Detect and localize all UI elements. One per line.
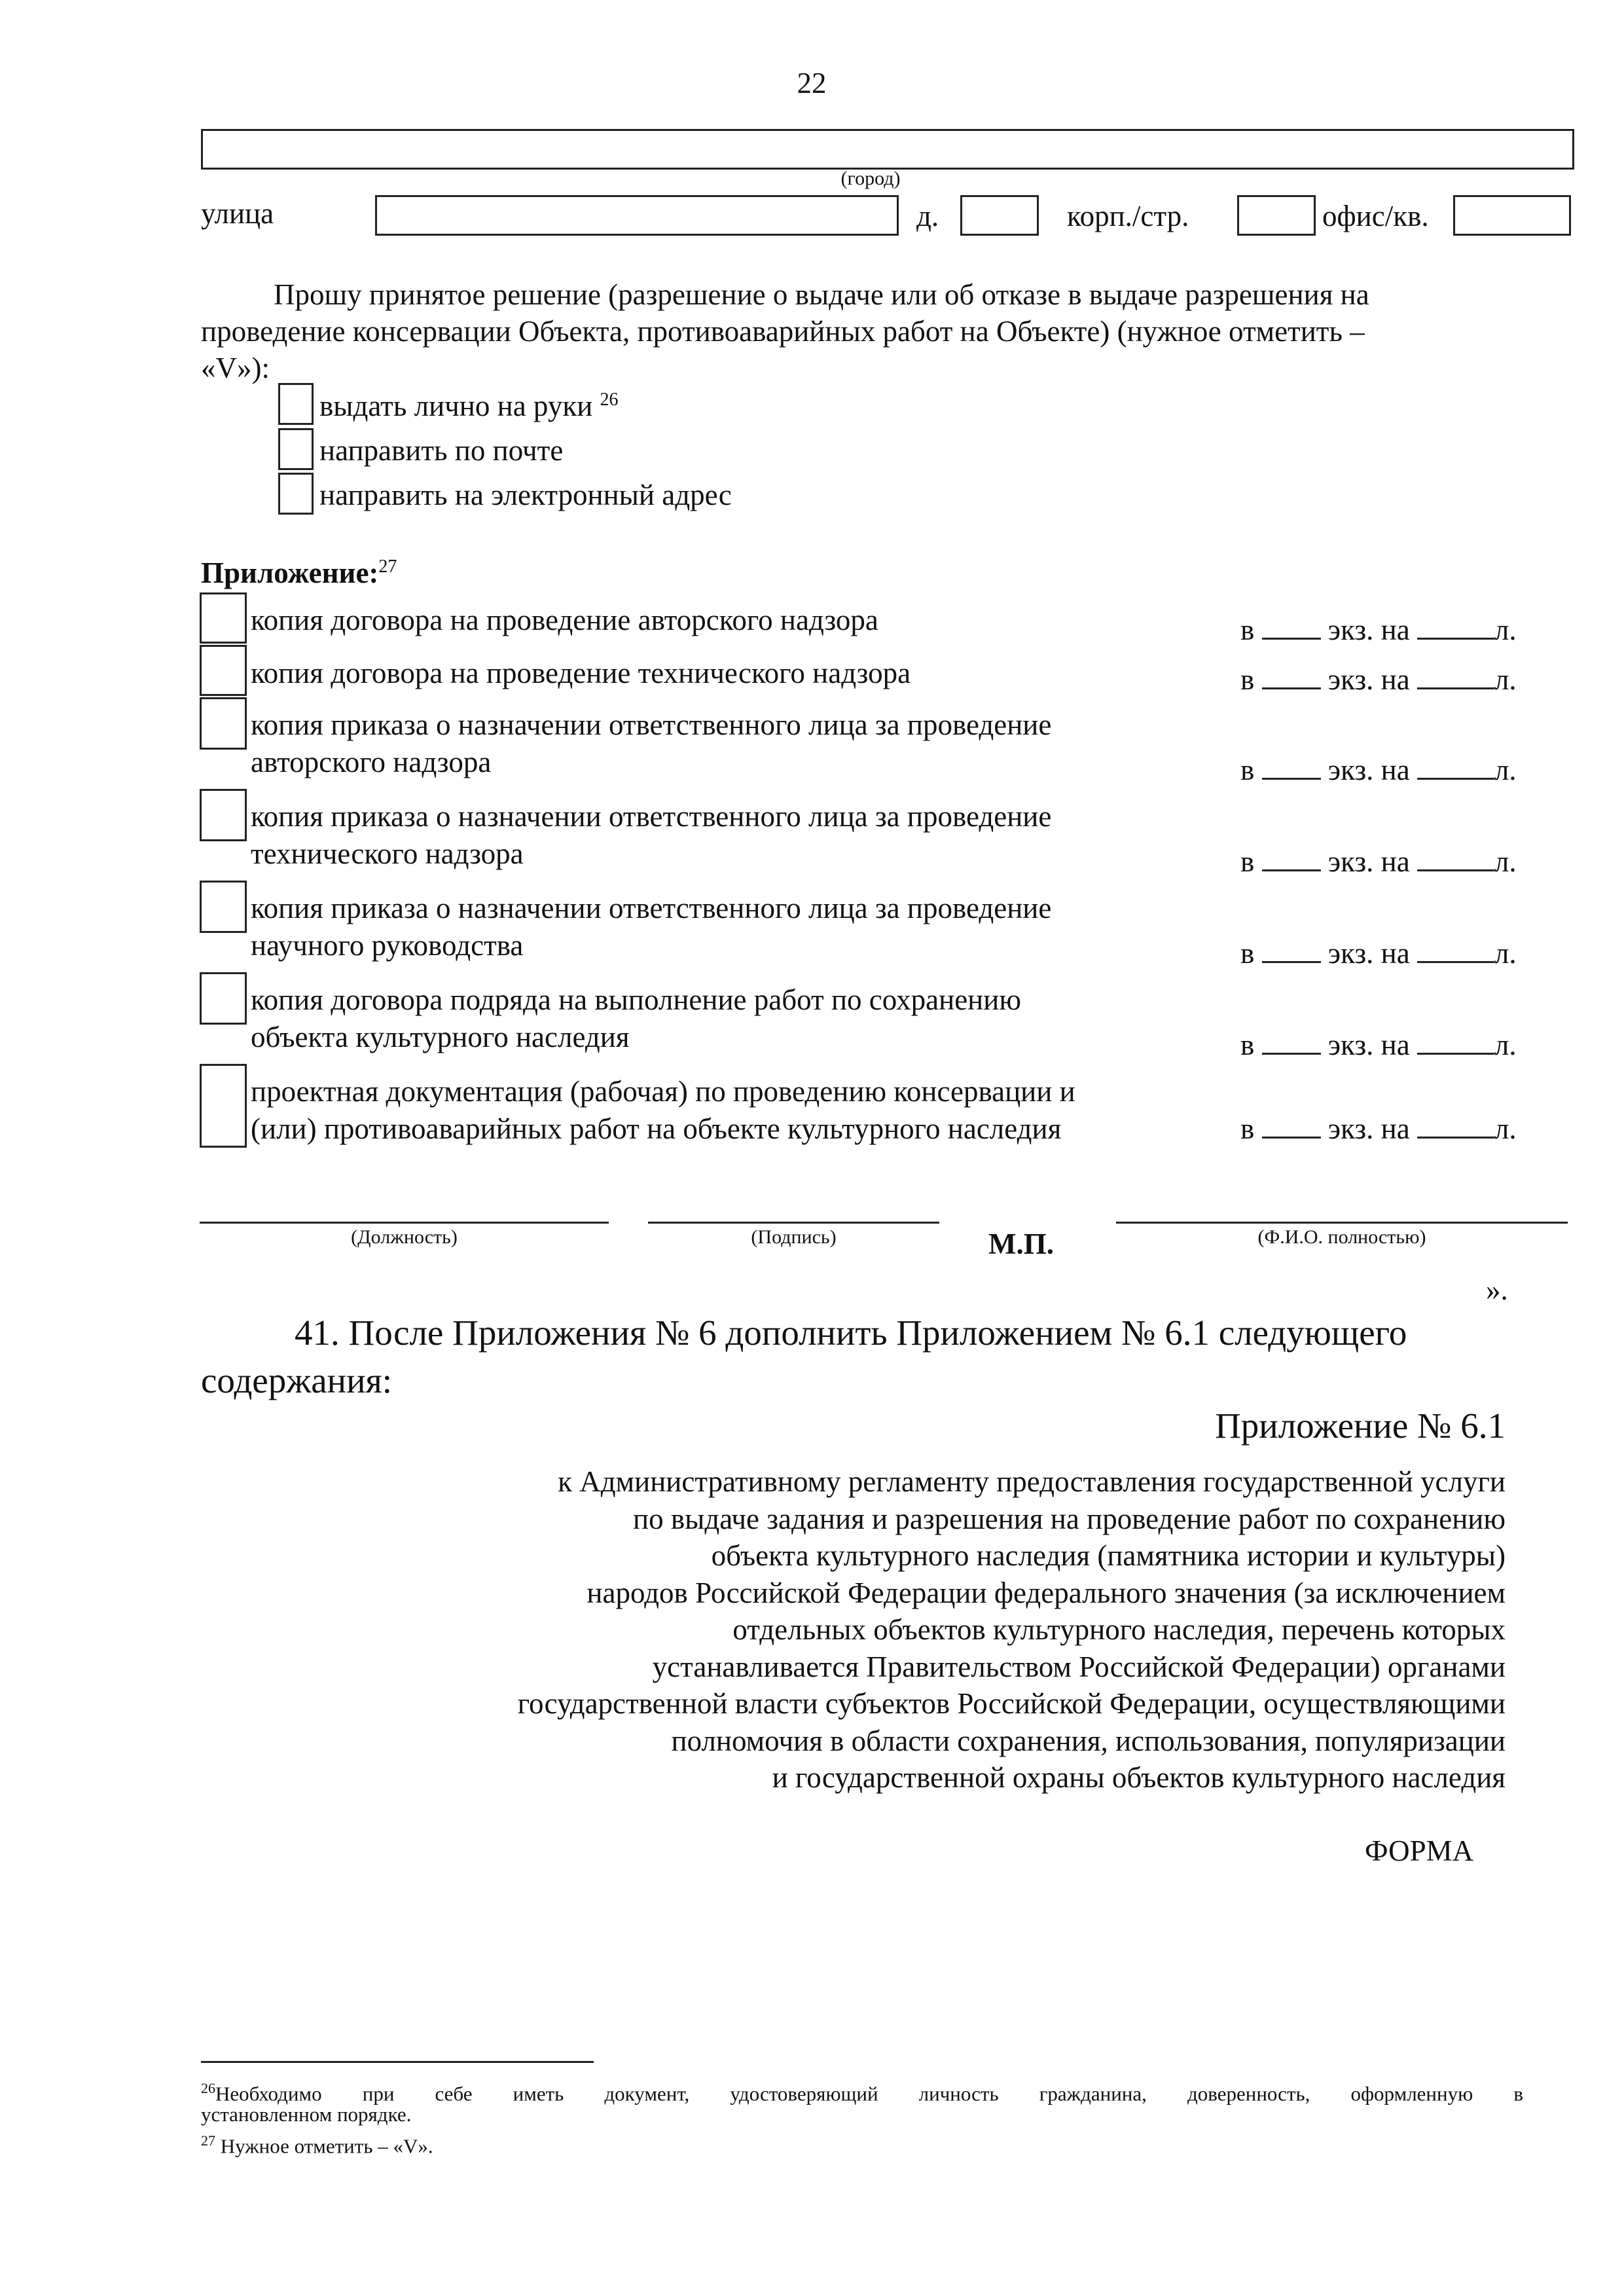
signature-line (648, 1222, 939, 1224)
appendix-line: государственной власти субъектов Российской Федерации, осуществляющими (517, 1687, 1506, 1720)
attachment-count: в экз. на л. (1240, 613, 1517, 646)
request-line-1: Прошу принятое решение (разрешение о выдаче или об отказе в выдаче разрешения на (274, 278, 1369, 311)
attachment-checkbox[interactable] (200, 972, 247, 1025)
attachment-text-cont: авторского надзора (251, 746, 492, 778)
attachment-checkbox[interactable] (200, 789, 247, 841)
position-caption: (Должность) (351, 1226, 458, 1248)
item-41-line-2: содержания: (201, 1360, 393, 1400)
footnote-ref-27: 27 (378, 556, 397, 577)
request-line-3: «V»): (201, 352, 270, 384)
attachment-count: в экз. на л. (1240, 1112, 1517, 1145)
form-label: ФОРМА (1365, 1834, 1474, 1867)
attachment-count: в экз. на л. (1240, 845, 1517, 878)
option-label-email: направить на электронный адрес (319, 479, 732, 511)
full-name-line (1116, 1222, 1568, 1224)
attachment-checkbox[interactable] (200, 1064, 247, 1148)
attachment-count: в экз. на л. (1240, 937, 1517, 970)
option-checkbox-email[interactable] (278, 473, 314, 515)
full-name-caption: (Ф.И.О. полностью) (1257, 1226, 1426, 1248)
appendix-subtitle (262, 1463, 1506, 1796)
attachment-text: копия приказа о назначении ответственного лица за проведение (251, 800, 1052, 833)
option-label-in-person: выдать лично на руки $^{26}$ (319, 390, 619, 422)
appendix-line: отдельных объектов культурного наследия, перечень которых (732, 1613, 1506, 1646)
footnote-26-cont: установленном порядке. (201, 2103, 412, 2126)
attachment-text: копия договора на проведение авторского надзора (251, 604, 878, 636)
appendix-line: по выдаче задания и разрешения на проведение работ по сохранению (633, 1502, 1506, 1535)
footnote-ref-26: 26 (600, 390, 619, 410)
appendix-title: Приложение № 6.1 (1215, 1406, 1506, 1446)
item-41-line-1: 41. После Приложения № 6 дополнить Приложением № 6.1 следующего (295, 1313, 1407, 1353)
signature-caption: (Подпись) (751, 1226, 837, 1248)
attachments-heading: Приложение:$^{27}$ (201, 556, 397, 589)
closing-quote: ». (1486, 1273, 1508, 1306)
attachment-text: копия приказа о назначении ответственного лица за проведение (251, 892, 1052, 924)
appendix-line: устанавливается Правительством Российской Федерации) органами (652, 1650, 1506, 1683)
option-label-mail: направить по почте (319, 434, 564, 467)
attachment-checkbox[interactable] (200, 645, 247, 696)
appendix-line: объекта культурного наследия (памятника истории и культуры) (711, 1539, 1506, 1572)
request-line-2: проведение консервации Объекта, противоаварийных работ на Объекте) (нужное отметить – (201, 315, 1365, 348)
option-checkbox-mail[interactable] (278, 428, 314, 470)
appendix-line: и государственной охраны объектов культурного наследия (772, 1761, 1506, 1794)
page-number: 22 (797, 67, 827, 100)
attachment-count: в экз. на л. (1240, 1029, 1517, 1061)
appendix-line: к Административному регламенту предоставления государственной услуги (558, 1465, 1506, 1498)
building-label: корп./стр. (1067, 200, 1189, 232)
street-field[interactable] (375, 195, 899, 236)
attachment-text: копия договора на проведение технического надзора (251, 657, 911, 689)
stamp-label: М.П. (988, 1228, 1054, 1260)
appendix-line: полномочия в области сохранения, использования, популяризации (671, 1724, 1506, 1757)
city-caption: (город) (840, 168, 901, 189)
house-field[interactable] (960, 195, 1039, 236)
building-field[interactable] (1237, 195, 1316, 236)
attachment-count: в экз. на л. (1240, 663, 1517, 696)
city-field[interactable] (201, 129, 1574, 170)
office-field[interactable] (1453, 195, 1571, 236)
option-checkbox-in-person[interactable] (278, 383, 314, 425)
attachment-text-cont: (или) противоаварийных работ на объекте культурного наследия (251, 1112, 1062, 1145)
attachment-text-cont: объекта культурного наследия (251, 1021, 630, 1053)
attachment-text-cont: технического надзора (251, 837, 524, 870)
position-line (200, 1222, 609, 1224)
footnote-27: $^{27}$ Нужное отметить – «V». (201, 2132, 433, 2158)
office-label: офис/кв. (1322, 200, 1429, 232)
attachment-text: проектная документация (рабочая) по проведению консервации и (251, 1075, 1075, 1108)
attachment-text: копия договора подряда на выполнение работ по сохранению (251, 983, 1021, 1016)
attachment-count: в экз. на л. (1240, 754, 1517, 786)
attachment-checkbox[interactable] (200, 881, 247, 933)
attachment-checkbox[interactable] (200, 697, 247, 750)
footnote-26: $^{26}$Необходимо при себе иметь документ, удостоверяющий личность гражданина, доверенность, оформленную в (201, 2080, 1523, 2105)
attachment-checkbox[interactable] (200, 592, 247, 644)
attachment-text-cont: научного руководства (251, 929, 524, 962)
attachment-text: копия приказа о назначении ответственного лица за проведение (251, 708, 1052, 741)
street-label: улица (201, 197, 274, 230)
house-label: д. (916, 200, 939, 232)
footnote-separator (201, 2061, 594, 2063)
appendix-line: народов Российской Федерации федерального значения (за исключением (586, 1576, 1506, 1609)
